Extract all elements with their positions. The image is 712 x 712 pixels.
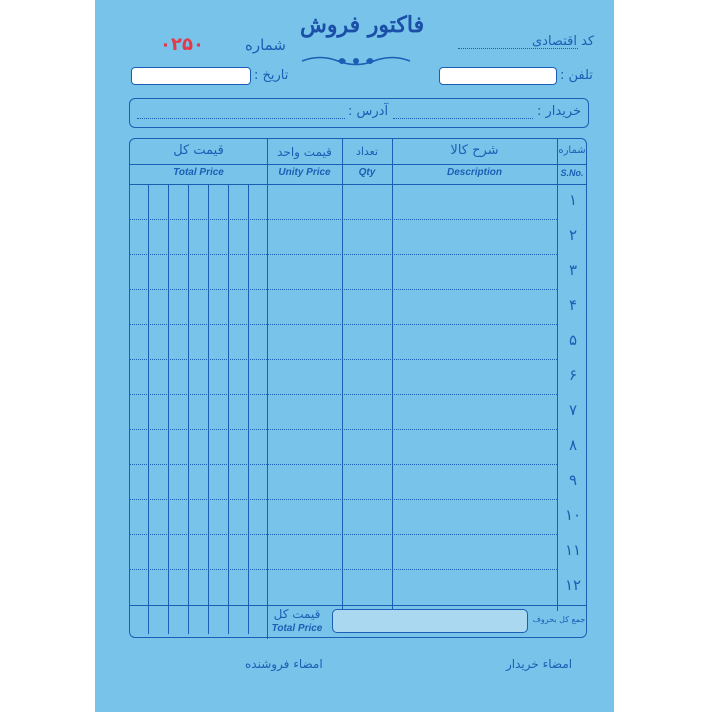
col-qty-header-en: Qty	[358, 167, 376, 178]
date-field[interactable]	[131, 67, 251, 85]
table-row-line	[130, 394, 557, 395]
col-sno-header: شماره	[558, 145, 586, 156]
col-sep-description	[392, 139, 393, 611]
row-number: ۱۱	[564, 541, 582, 559]
row-number: ۹	[568, 471, 578, 489]
col-sep-unit-price	[267, 139, 268, 639]
phone-label: تلفن :	[560, 68, 593, 83]
col-total-price-header-en: Total Price	[173, 167, 224, 178]
total-subcol	[188, 184, 189, 634]
address-line[interactable]	[137, 118, 345, 119]
header-divider	[130, 164, 587, 165]
row-number: ۶	[568, 366, 578, 384]
total-subcol	[228, 184, 229, 634]
body-bottom	[130, 605, 587, 606]
table-row-line	[130, 429, 557, 430]
table-row-line	[130, 499, 557, 500]
address-label: آدرس :	[348, 104, 389, 119]
col-unit-price-header-en: Unity Price	[278, 167, 331, 178]
invoice-number-label: شماره	[245, 36, 286, 54]
col-sno-header-en: S.No.	[560, 168, 584, 178]
sum-in-words-field[interactable]	[332, 609, 528, 633]
row-number: ۷	[568, 401, 578, 419]
buyer-name-line[interactable]	[393, 118, 533, 119]
table-row-line	[130, 219, 557, 220]
table-row-line	[130, 569, 557, 570]
row-number: ۱۲	[564, 576, 582, 594]
col-unit-price-header: قیمت واحد	[277, 145, 332, 159]
table-row-line	[130, 324, 557, 325]
col-sep-qty	[342, 139, 343, 611]
title-ornament-icon	[300, 52, 412, 70]
table-row-line	[130, 534, 557, 535]
invoice-number: ۰۲۵۰	[160, 34, 204, 55]
row-number: ۲	[568, 226, 578, 244]
total-subcol	[208, 184, 209, 634]
buyer-label: خریدار :	[537, 104, 582, 119]
row-number: ۸	[568, 436, 578, 454]
footer-total-label: قیمت کل	[273, 607, 321, 621]
header-bottom	[130, 184, 587, 185]
table-row-line	[130, 359, 557, 360]
table-row-line	[130, 289, 557, 290]
col-total-price-header: قیمت کل	[173, 143, 224, 158]
sum-in-words-label: جمع کل بحروف	[532, 615, 586, 624]
table-row-line	[130, 464, 557, 465]
col-description-header: شرح کالا	[450, 143, 499, 158]
total-subcol	[248, 184, 249, 634]
invoice-title: فاکتور فروش	[300, 12, 425, 38]
table-row-line	[130, 254, 557, 255]
row-number: ۴	[568, 296, 578, 314]
row-number: ۱	[568, 191, 578, 209]
row-number: ۵	[568, 331, 578, 349]
total-subcol	[148, 184, 149, 634]
col-description-header-en: Description	[446, 167, 502, 178]
total-subcol	[168, 184, 169, 634]
economic-code-label: کد اقتصادی	[532, 34, 595, 49]
col-qty-header: تعداد	[355, 145, 379, 158]
seller-signature-label: امضاء فروشنده	[245, 657, 323, 671]
col-sep-sno	[557, 139, 558, 611]
row-number: ۳	[568, 261, 578, 279]
date-label: تاریخ :	[254, 68, 289, 83]
items-table	[129, 138, 587, 638]
row-number: ۱۰	[564, 506, 582, 524]
phone-field[interactable]	[439, 67, 557, 85]
footer-total-label-en: Total Price	[271, 623, 323, 634]
buyer-signature-label: امضاء خریدار	[506, 657, 573, 671]
